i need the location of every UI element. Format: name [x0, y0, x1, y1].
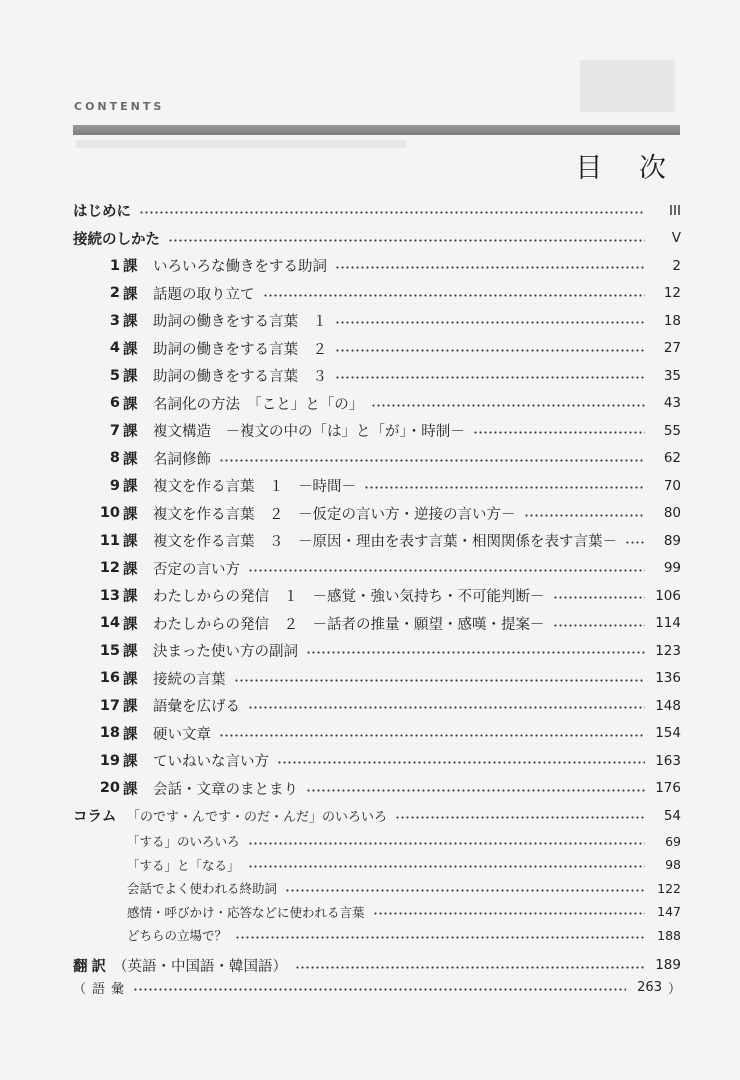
lesson-marker: 課: [123, 534, 138, 551]
toc-page-number: 62: [663, 450, 681, 467]
lesson-marker: 課: [123, 671, 138, 688]
toc-row-lesson[interactable]: [73, 582, 681, 610]
toc-page-number: 35: [663, 367, 681, 384]
leader-dots: [295, 966, 645, 969]
leader-dots: [219, 734, 645, 737]
leader-dots: [306, 651, 645, 654]
toc-title: 決まった使い方の副詞: [153, 644, 298, 661]
lesson-marker: 課: [123, 754, 138, 771]
leader-dots: [553, 596, 646, 599]
toc-page-number: 122: [657, 880, 681, 896]
toc-row-lesson[interactable]: [73, 472, 681, 500]
leader-dots: [285, 889, 645, 892]
toc-title: 複文を作る言葉 ３ －原因・理由を表す言葉・相関関係を表す言葉－: [153, 534, 617, 551]
lesson-number: 12: [99, 560, 120, 577]
toc-title: 語彙を広げる: [153, 699, 240, 716]
toc-row-column-item[interactable]: [73, 853, 681, 877]
lesson-marker: 課: [123, 644, 138, 661]
toc-row-lesson[interactable]: [73, 307, 681, 335]
lesson-number: 1: [109, 257, 120, 274]
leader-dots: [335, 321, 645, 324]
toc-row-lesson[interactable]: [73, 527, 681, 555]
lesson-marker: 課: [123, 424, 138, 441]
toc-page-number: 27: [663, 340, 681, 357]
toc-row-lesson[interactable]: [73, 335, 681, 363]
toc-title: 会話でよく使われる終助詞: [127, 881, 278, 897]
contents-label: CONTENTS: [74, 100, 165, 113]
toc-row-lesson[interactable]: [73, 445, 681, 473]
leader-dots: [625, 541, 645, 544]
toc-page-number: 106: [655, 587, 681, 604]
toc-page-number: 2: [672, 257, 681, 274]
toc-row-lesson[interactable]: [73, 417, 681, 445]
lesson-marker: 課: [123, 341, 138, 358]
lesson-marker: 課: [123, 726, 138, 743]
lesson-number: 14: [99, 615, 120, 632]
toc-row-connection[interactable]: [73, 225, 681, 253]
toc-page-number: 54: [663, 807, 681, 824]
lesson-marker: 課: [123, 506, 138, 523]
toc-title: 助詞の働きをする言葉 ３: [153, 369, 327, 386]
toc-row-column[interactable]: [73, 802, 681, 830]
toc-title: 名詞修飾: [153, 451, 211, 468]
toc-title: 「する」のいろいろ: [127, 834, 240, 850]
lesson-marker: 課: [123, 781, 138, 798]
lesson-marker: 課: [123, 699, 138, 716]
lesson-number: 20: [99, 780, 120, 797]
toc-page-number: 99: [663, 560, 681, 577]
lesson-number: 15: [99, 642, 120, 659]
leader-dots: [553, 624, 646, 627]
toc-page-number: 55: [663, 422, 681, 439]
show-through-shadow: [76, 140, 406, 148]
toc-page-number: 18: [663, 312, 681, 329]
lesson-number: 5: [109, 367, 120, 384]
toc-row-lesson[interactable]: [73, 555, 681, 583]
vocabulary-label: （語彙: [73, 981, 131, 997]
lesson-marker: 課: [123, 451, 138, 468]
toc-title: わたしからの発信 ２ －話者の推量・願望・感嘆・提案－: [153, 616, 545, 633]
lesson-marker: 課: [123, 286, 138, 303]
toc-row-lesson[interactable]: [73, 362, 681, 390]
toc-title: 硬い文章: [153, 726, 211, 743]
toc-page-number: 176: [655, 780, 681, 797]
toc-row-lesson[interactable]: [73, 720, 681, 748]
toc-title: 助詞の働きをする言葉 １: [153, 314, 327, 331]
toc-row-lesson[interactable]: [73, 252, 681, 280]
leader-dots: [168, 239, 645, 242]
lesson-number: 8: [109, 450, 120, 467]
translation-label: 翻訳: [73, 958, 110, 975]
show-through-shadow: [580, 60, 675, 112]
lesson-number: 2: [109, 285, 120, 302]
toc-page-number: 188: [657, 927, 681, 943]
toc-title: 複文を作る言葉 １ －時間－: [153, 479, 356, 496]
toc-row-column-item[interactable]: [73, 900, 681, 924]
toc-page-number: 80: [663, 505, 681, 522]
lesson-number: 6: [109, 395, 120, 412]
column-list: [73, 830, 681, 948]
toc-page-number: 147: [657, 904, 681, 920]
leader-dots: [235, 936, 645, 939]
toc-page-number: 98: [665, 857, 681, 873]
toc-row-column-item[interactable]: [73, 877, 681, 901]
leader-dots: [263, 294, 646, 297]
toc-page-number: 43: [663, 395, 681, 412]
leader-dots: [248, 569, 645, 572]
toc-title: 接続の言葉: [153, 671, 226, 688]
leader-dots: [395, 816, 645, 819]
toc-row-lesson[interactable]: [73, 390, 681, 418]
toc-title: （英語・中国語・韓国語）: [113, 958, 287, 975]
lesson-marker: 課: [123, 589, 138, 606]
leader-dots: [373, 912, 645, 915]
toc-page-number: 163: [655, 752, 681, 769]
toc-page-number: 69: [665, 833, 681, 849]
toc-page-number: 189: [655, 957, 681, 973]
toc-row-lesson[interactable]: [73, 692, 681, 720]
lesson-marker: 課: [123, 561, 138, 578]
leader-dots: [248, 706, 645, 709]
toc-page-number: 154: [655, 725, 681, 742]
leader-dots: [364, 486, 645, 489]
leader-dots: [248, 865, 645, 868]
lesson-number: 4: [109, 340, 120, 357]
toc-row-translation[interactable]: [73, 953, 681, 977]
toc-title: 複文構造 －複文の中の「は」と「が」・時制－: [153, 424, 465, 441]
toc-page-number: 136: [655, 670, 681, 687]
leader-dots: [524, 514, 646, 517]
toc-title: ていねいな言い方: [153, 754, 269, 771]
toc-page-number: V: [671, 230, 681, 247]
leader-dots: [248, 842, 645, 845]
toc-row-lesson[interactable]: [73, 665, 681, 693]
leader-dots: [139, 211, 645, 214]
leader-dots: [277, 761, 645, 764]
toc-title: 感情・呼びかけ・応答などに使われる言葉: [127, 904, 365, 920]
toc-row-lesson[interactable]: [73, 280, 681, 308]
lesson-number: 10: [99, 505, 120, 522]
lesson-number: 19: [99, 752, 120, 769]
toc-title: 助詞の働きをする言葉 ２: [153, 341, 327, 358]
toc-row-lesson[interactable]: [73, 500, 681, 528]
toc-title: 名詞化の方法 「こと」と「の」: [153, 396, 364, 413]
leader-dots: [335, 376, 645, 379]
lesson-marker: 課: [123, 259, 138, 276]
toc-title: 「のです・んです・のだ・んだ」のいろいろ: [127, 810, 388, 826]
lesson-number: 16: [99, 670, 120, 687]
lesson-number: 3: [109, 312, 120, 329]
leader-dots: [133, 988, 626, 991]
toc-title: 接続のしかた: [73, 231, 160, 248]
leader-dots: [234, 679, 646, 682]
lesson-marker: 課: [123, 616, 138, 633]
table-of-contents: [73, 197, 681, 997]
header-bar: [73, 125, 680, 135]
toc-title: はじめに: [73, 204, 131, 221]
toc-title: 否定の言い方: [153, 561, 240, 578]
lesson-marker: 課: [123, 479, 138, 496]
toc-row-vocabulary[interactable]: [73, 977, 681, 997]
lesson-marker: 課: [123, 314, 138, 331]
page-title: 目 次: [575, 153, 680, 184]
toc-title: 会話・文章のまとまり: [153, 781, 298, 798]
leader-dots: [335, 349, 645, 352]
leader-dots: [371, 404, 645, 407]
toc-row-intro[interactable]: [73, 197, 681, 225]
toc-title: どちらの立場で？: [127, 928, 228, 944]
lesson-number: 9: [109, 477, 120, 494]
toc-page-number: 89: [663, 532, 681, 549]
toc-row-lesson[interactable]: [73, 610, 681, 638]
lesson-marker: 課: [123, 369, 138, 386]
toc-title: わたしからの発信 １ －感覚・強い気持ち・不可能判断－: [153, 589, 545, 606]
toc-page-number: 263: [637, 979, 662, 995]
toc-title: 話題の取り立て: [153, 286, 255, 303]
leader-dots: [306, 789, 645, 792]
lesson-marker: 課: [123, 396, 138, 413]
leader-dots: [219, 459, 645, 462]
toc-row-lesson[interactable]: [73, 775, 681, 803]
toc-title: 「する」と「なる」: [127, 857, 240, 873]
toc-title: 複文を作る言葉 ２ －仮定の言い方・逆接の言い方－: [153, 506, 516, 523]
lesson-number: 11: [99, 532, 120, 549]
toc-row-lesson[interactable]: [73, 747, 681, 775]
toc-page-number: 70: [663, 477, 681, 494]
leader-dots: [473, 431, 645, 434]
column-label: コラム: [73, 809, 117, 826]
toc-title: いろいろな働きをする助詞: [153, 259, 327, 276]
toc-page-number: 148: [655, 697, 681, 714]
close-paren: ）: [667, 981, 681, 997]
toc-row-lesson[interactable]: [73, 637, 681, 665]
toc-row-column-item[interactable]: [73, 830, 681, 854]
lesson-number: 17: [99, 697, 120, 714]
lesson-number: 7: [109, 422, 120, 439]
lesson-list: [73, 252, 681, 802]
toc-page-number: III: [669, 202, 681, 219]
leader-dots: [335, 266, 645, 269]
toc-row-column-item[interactable]: [73, 924, 681, 948]
lesson-number: 18: [99, 725, 120, 742]
toc-page-number: 12: [663, 285, 681, 302]
toc-page-number: 114: [655, 615, 681, 632]
toc-page-number: 123: [655, 642, 681, 659]
lesson-number: 13: [99, 587, 120, 604]
